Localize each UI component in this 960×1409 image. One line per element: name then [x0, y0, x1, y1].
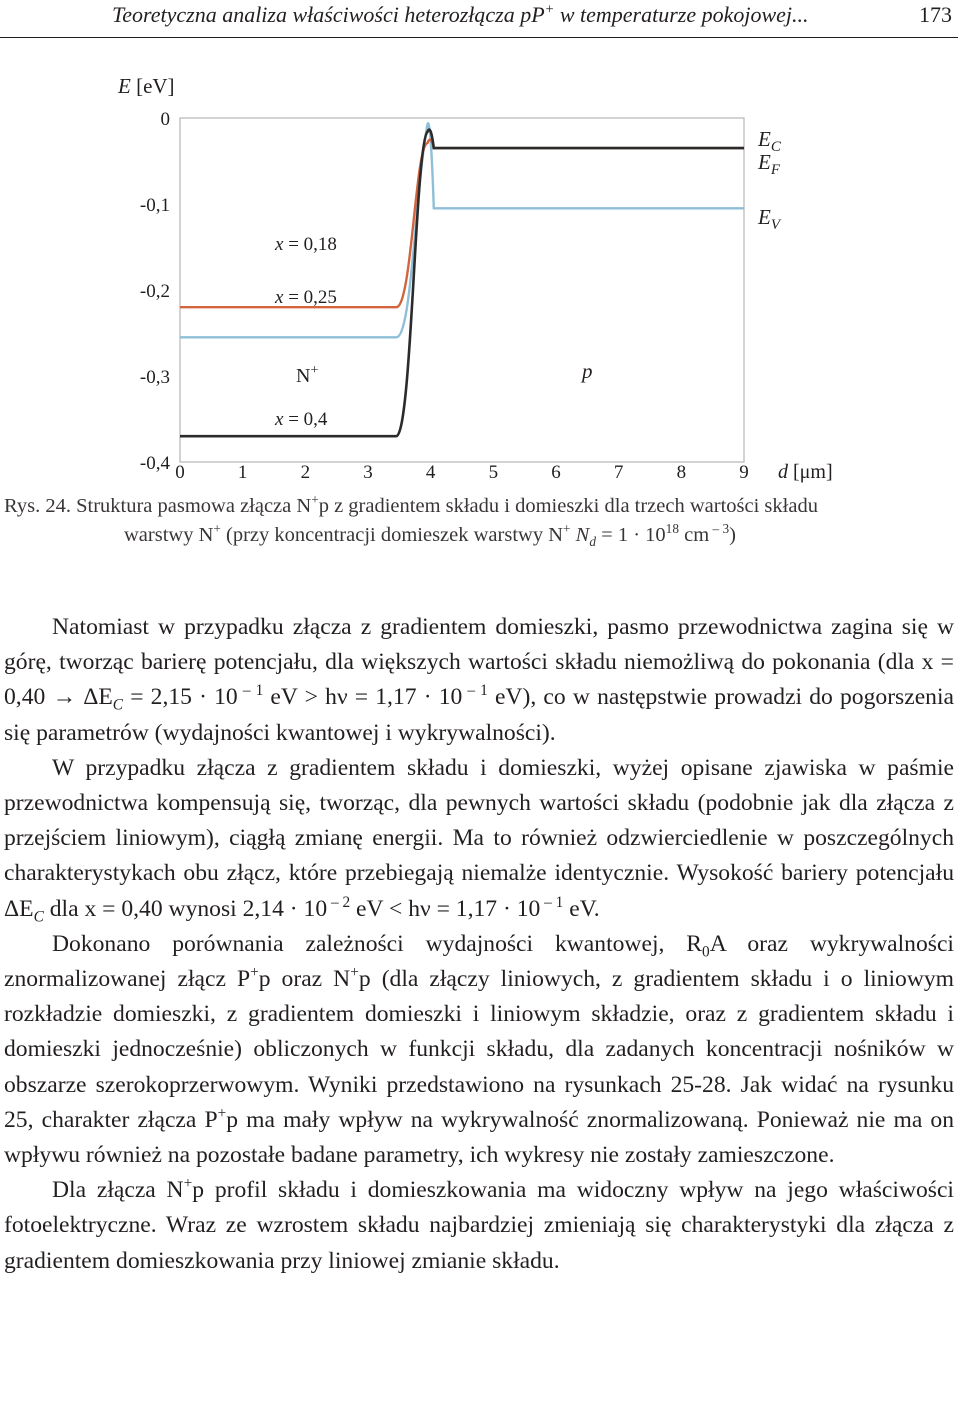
band-structure-figure: [0, 60, 960, 485]
band-curve-series: [180, 123, 744, 337]
x-tick-labels: [175, 461, 832, 483]
figure-caption: [4, 492, 954, 550]
y-tick-label: -0,2: [139, 281, 170, 302]
x-tick-label: 8: [676, 462, 687, 483]
band-curve-series: [180, 130, 744, 437]
x-tick-label: 4: [425, 462, 436, 483]
x-tick-label: 9: [739, 462, 749, 483]
plot-frame: [180, 118, 744, 462]
caption-line-1: Rys. 24. Struktura pasmowa złącza N+p z gradientem składu i domieszki dla trzech wartości składu: [4, 492, 818, 517]
x-tick-label: 6: [551, 462, 561, 483]
band-label-ec: $E_C$: [758, 127, 781, 155]
x-tick-label: 1: [237, 462, 248, 483]
x-tick-label: 5: [488, 462, 499, 483]
series-label-018: x = 0,18: [275, 234, 337, 255]
x-axis-title: d [μm]: [778, 461, 833, 483]
y-tick-labels: [140, 109, 171, 474]
band-curves: [180, 123, 744, 436]
series-label-025: x = 0,25: [275, 287, 337, 308]
plot-annotations: [274, 127, 782, 430]
running-head: [112, 2, 952, 28]
region-label-p: p: [582, 359, 593, 383]
y-tick-label: -0,3: [139, 367, 170, 388]
y-axis-unit: [eV]: [130, 74, 175, 98]
y-tick-label: -0,4: [139, 453, 170, 474]
paragraph-4: Dla złącza N+p profil składu i domieszkowania ma widoczny wpływ na jego właściwości fotoelektryczne. Wraz ze wzrostem składu najbardziej zmieniają się charakterystyki dla złącza z gradientem domieszkowania przy liniowej zmianie składu.: [4, 1175, 954, 1274]
band-curve-series: [180, 140, 744, 308]
band-label-ef: $E_F$: [758, 150, 780, 178]
x-tick-label: 3: [363, 462, 373, 483]
band-label-ev: $E_V$: [758, 205, 780, 233]
region-label-n-plus: N+: [296, 363, 319, 387]
header-rule: [0, 37, 958, 38]
y-tick-label: -0,1: [139, 195, 170, 216]
series-label-04: x = 0,4: [275, 409, 328, 430]
paragraph-1: Natomiast w przypadku złącza z gradientem domieszki, pasmo przewodnictwa zagina się w górę, tworząc barierę potencjału, dla większych wartości składu niemożliwą do pokonania (dla $x = 0,40 \to \Delta E_C = 2,15 \cdot 10$ $^{- 1}$ eV > hν = 1,17 · 10 $^{- 1}$ eV), co w następstwie prowadzi do pogorszenia się parametrów (wydajności kwantowej i wykrywalności).: [4, 614, 955, 746]
y-axis-title: [117, 74, 175, 98]
body-text: [4, 610, 954, 1279]
paragraph-3: Dokonano porównania zależności wydajności kwantowej, $R_0A$ oraz wykrywalności znormalizowanej złącz P+p oraz N+p (dla złączy liniowych, z gradientem składu i o liniowym rozkładzie domieszki, z gradientem domieszki i liniowym składzie, oraz z gradientem składu i domieszki jednocześnie) obliczonych w funkcji składu, dla zadanych koncentracji nośników w obszarze szerokoprzerwowym. Wyniki przedstawiono na rysunkach 25-28. Jak widać na rysunku 25, charakter złącza P+p ma mały wpływ na wykrywalność znormalizowaną. Ponieważ nie ma on wpływu również na pozostałe badane parametry, ich wykresy nie zostały zamieszczone.: [4, 930, 955, 1169]
caption-line-2: warstwy N+ (przy koncentracji domieszek warstwy N+ $N_d = 1 \cdot 10^{18}$ cm $^{- 3}$): [124, 521, 736, 550]
x-tick-label: 7: [613, 462, 624, 483]
x-tick-label: 0: [175, 462, 185, 483]
x-tick-label: 2: [300, 462, 311, 483]
y-axis-letter: E: [118, 74, 131, 98]
running-title: Teoretyczna analiza właściwości heterozłącza pP+ w temperaturze pokojowej...: [112, 1, 809, 27]
y-tick-label: 0: [160, 109, 170, 130]
page-number: 173: [919, 2, 952, 27]
paragraph-2: W przypadku złącza z gradientem składu i domieszki, wyżej opisane zjawiska w paśmie przewodnictwa kompensują się, tworząc, dla pewnych wartości składu (podobnie jak dla złącza z przejściem liniowym), ciągłą zmianę energii. Ma to również odzwierciedlenie w poszczególnych charakterystykach obu złącz, które przebiegają niemalże identycznie. Wysokość bariery potencjału $\Delta E_C$ dla x = 0,40 wynosi 2,14 · 10 $^{- 2}$ eV < hν = 1,17 · 10 $^{- 1}$ eV.: [4, 754, 954, 926]
